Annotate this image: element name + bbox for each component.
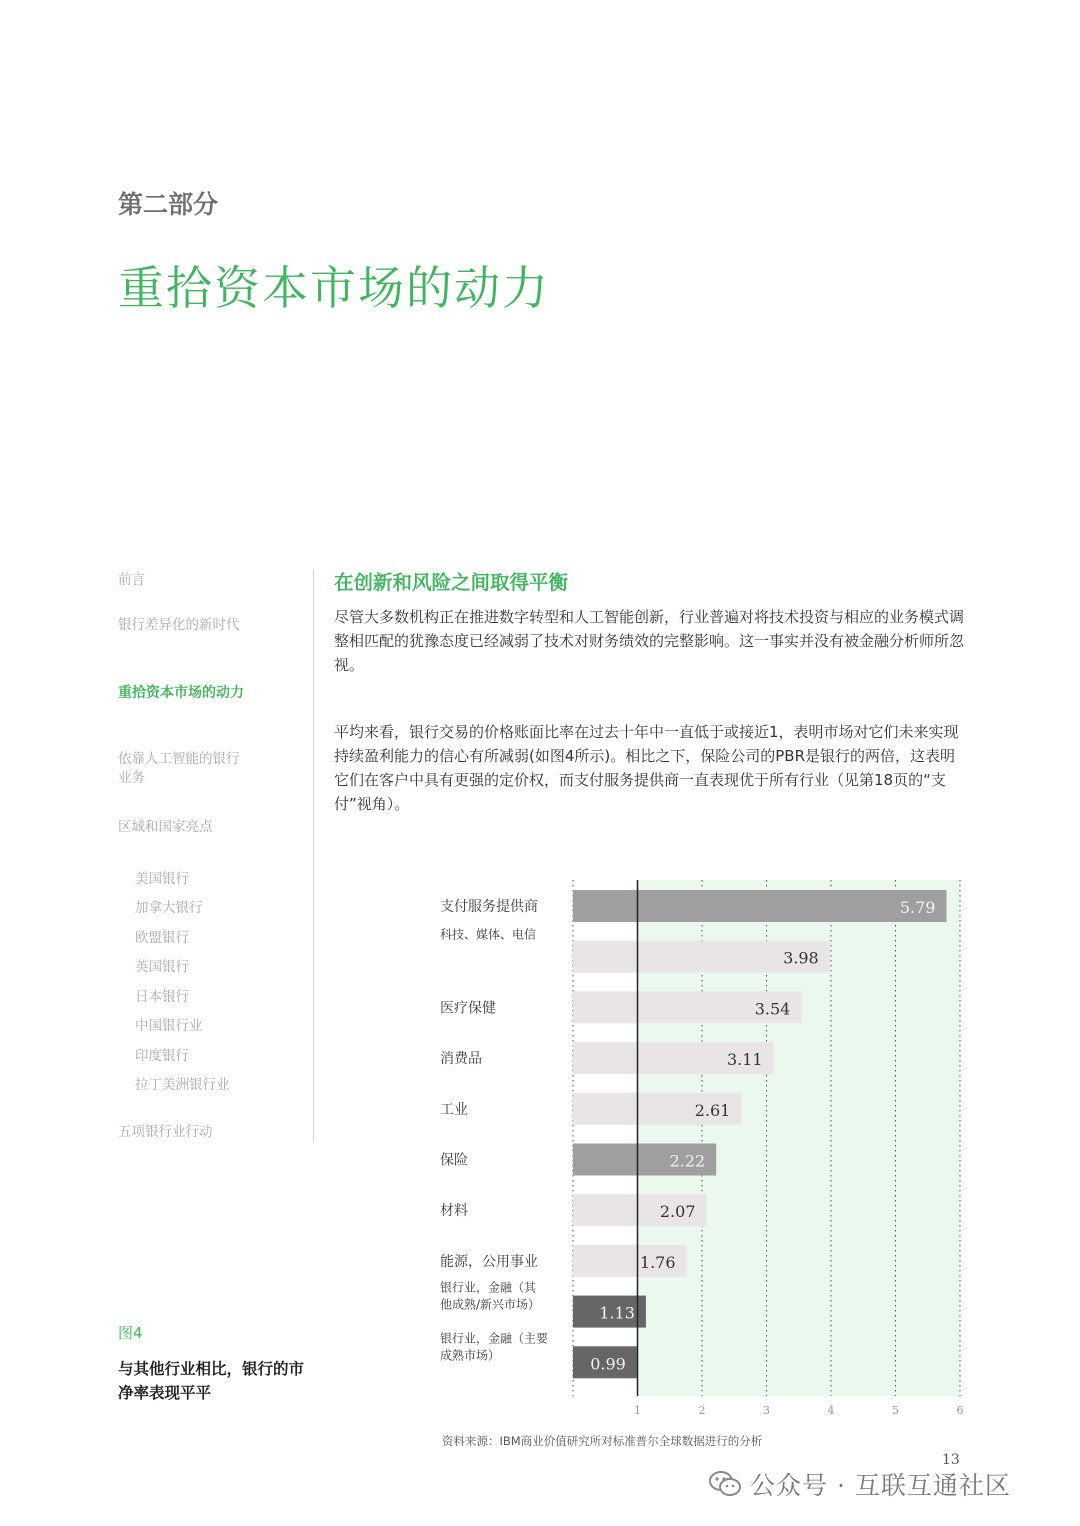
x-tick-1: 1 bbox=[634, 1404, 641, 1417]
article-paragraph-2: 平均来看，银行交易的价格账面比率在过去十年中一直低于或接近1，表明市场对它们未来实现持续盈利能力的信心有所减弱(如图4所示)。相比之下，保险公司的PBR是银行的两倍，这表明它们在客户中具有更强的定价权，而支付服务提供商一直表现优于所有行业（见第18页的“支付”视角）。 bbox=[334, 723, 959, 813]
value-label-6: 2.07 bbox=[659, 1202, 696, 1222]
toc-item-eu[interactable]: 欧盟银行 bbox=[135, 930, 189, 946]
toc-item-uk[interactable]: 英国银行 bbox=[135, 959, 189, 975]
x-tick-4: 4 bbox=[827, 1404, 835, 1417]
toc-item-us[interactable]: 美国银行 bbox=[135, 871, 189, 887]
toc-item-regions[interactable]: 区域和国家亮点 bbox=[118, 819, 213, 835]
toc-item-china[interactable]: 中国银行业 bbox=[135, 1018, 203, 1034]
category-label-9-line1: 银行业，金融（主要 bbox=[440, 1331, 549, 1346]
category-label-5: 保险 bbox=[440, 1152, 468, 1169]
category-label-3: 消费品 bbox=[440, 1051, 482, 1068]
x-tick-6: 6 bbox=[956, 1404, 964, 1417]
value-label-2: 3.54 bbox=[754, 999, 791, 1019]
article-paragraph-1: 尽管大多数机构正在推进数字转型和人工智能创新，行业普遍对将技术投资与相应的业务模式调整相匹配的犹豫态度已经减弱了技术对财务绩效的完整影响。这一事实并没有被金融分析师所忽视。 bbox=[334, 608, 965, 674]
toc-item-ai-banking-cont[interactable]: 业务 bbox=[118, 770, 145, 786]
category-label-6: 材料 bbox=[440, 1203, 468, 1220]
value-label-8: 1.13 bbox=[599, 1303, 635, 1323]
figure-label: 图4 bbox=[118, 1324, 143, 1342]
category-label-2: 医疗保健 bbox=[440, 1000, 496, 1017]
x-tick-5: 5 bbox=[892, 1404, 899, 1417]
category-label-4: 工业 bbox=[440, 1101, 468, 1118]
figure-title: 与其他行业相比，银行的市净率表现平平 bbox=[118, 1360, 305, 1402]
toc-item-new-era[interactable]: 银行差异化的新时代 bbox=[118, 617, 240, 633]
section-title: 重拾资本市场的动力 bbox=[118, 261, 550, 315]
value-label-4: 2.61 bbox=[694, 1100, 731, 1120]
article-heading: 在创新和风险之间取得平衡 bbox=[334, 571, 569, 594]
toc-item-preface[interactable]: 前言 bbox=[118, 572, 145, 588]
value-label-3: 3.11 bbox=[726, 1050, 763, 1070]
watermark-text: 公众号 · 互联互通社区 bbox=[750, 1471, 1011, 1500]
category-label-9-line2: 成熟市场） bbox=[440, 1348, 501, 1363]
watermark bbox=[708, 1466, 1011, 1502]
toc-item-ai-banking[interactable]: 依靠人工智能的银行 bbox=[118, 751, 240, 767]
toc-item-actions[interactable]: 五项银行业行动 bbox=[118, 1124, 213, 1140]
toc-item-latam[interactable]: 拉丁美洲银行业 bbox=[135, 1077, 230, 1093]
value-label-7: 1.76 bbox=[639, 1252, 676, 1272]
category-label-0: 支付服务提供商 bbox=[440, 899, 538, 915]
bar-0 bbox=[573, 890, 946, 922]
value-label-0: 5.79 bbox=[899, 898, 936, 917]
wechat-icon bbox=[708, 1469, 742, 1499]
section-label: 第二部分 bbox=[118, 190, 219, 219]
toc-item-india[interactable]: 印度银行 bbox=[135, 1048, 189, 1064]
category-label-8-line1: 银行业，金融（其 bbox=[440, 1280, 537, 1295]
category-label-7: 能源，公用事业 bbox=[440, 1253, 538, 1270]
value-label-5: 2.22 bbox=[669, 1151, 706, 1171]
page-number: 13 bbox=[942, 1452, 960, 1468]
value-label-1: 3.98 bbox=[783, 948, 819, 968]
toc-item-capital-markets[interactable]: 重拾资本市场的动力 bbox=[118, 685, 244, 701]
category-label-8-line2: 他成熟/新兴市场） bbox=[440, 1297, 541, 1312]
toc-item-japan[interactable]: 日本银行 bbox=[135, 989, 189, 1005]
toc-item-canada[interactable]: 加拿大银行 bbox=[135, 900, 203, 916]
source-note: 资料来源：IBM商业价值研究所对标准普尔全球数据进行的分析 bbox=[442, 1434, 763, 1448]
value-label-9: 0.99 bbox=[590, 1354, 626, 1374]
category-label-1: 科技、媒体、电信 bbox=[440, 927, 537, 942]
x-tick-3: 3 bbox=[763, 1404, 770, 1417]
x-tick-2: 2 bbox=[698, 1404, 706, 1417]
